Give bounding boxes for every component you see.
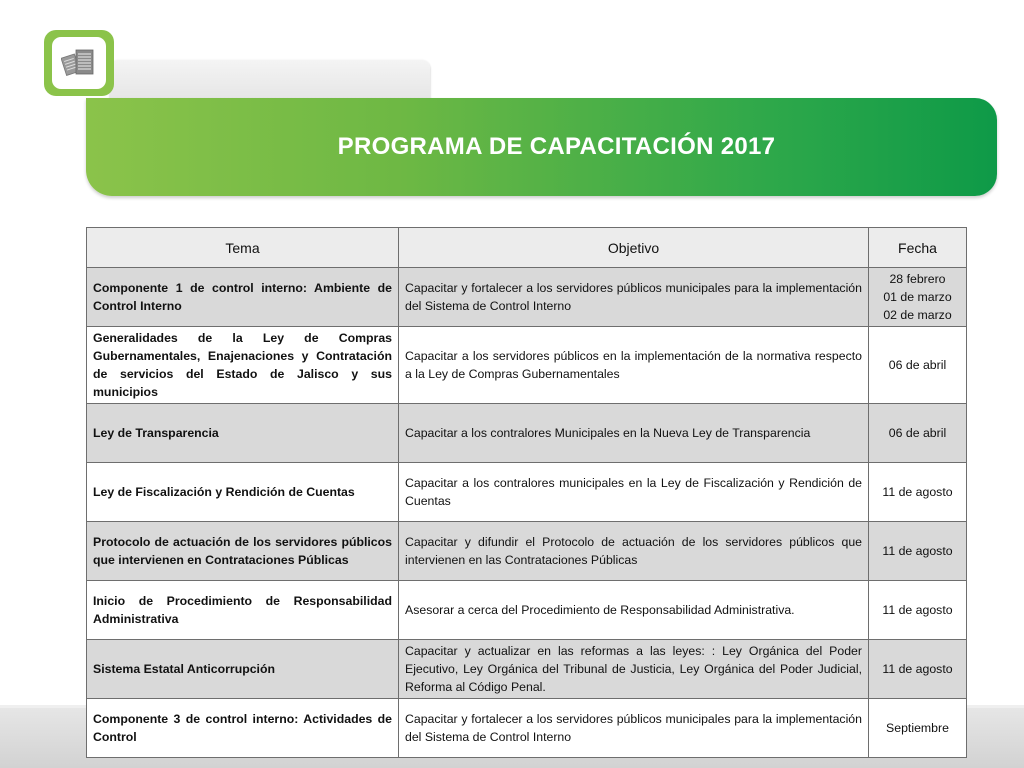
cell-objetivo: Capacitar y actualizar en las reformas a las leyes: : Ley Orgánica del Poder Ejecutivo, Ley Orgánica del Tribunal de Justicia, Ley Orgánica del Poder Judicial, Reforma al Código Penal. <box>399 640 869 699</box>
cell-fecha <box>869 404 967 463</box>
cell-fecha <box>869 463 967 522</box>
cell-tema: Generalidades de la Ley de Compras Gubernamentales, Enajenaciones y Contratación de servicios del Estado de Jalisco y sus municipios <box>87 327 399 404</box>
fecha-date: 01 de marzo <box>883 290 952 304</box>
fecha-date: 06 de abril <box>888 358 947 372</box>
fecha-date: 02 de marzo <box>883 308 952 322</box>
page-title: PROGRAMA DE CAPACITACIÓN 2017 <box>337 133 776 160</box>
cell-objetivo: Capacitar y difundir el Protocolo de actuación de los servidores públicos que intervienen en las Contrataciones Públicas <box>399 522 869 581</box>
table-row <box>87 699 967 758</box>
cell-fecha <box>869 699 967 758</box>
cell-tema: Ley de Transparencia <box>87 404 399 463</box>
cell-tema: Componente 1 de control interno: Ambiente de Control Interno <box>87 268 399 327</box>
training-schedule-table-wrap <box>86 227 966 758</box>
header-fecha: Fecha <box>869 228 967 268</box>
fecha-date: 11 de agosto <box>882 662 953 676</box>
cell-tema: Ley de Fiscalización y Rendición de Cuentas <box>87 463 399 522</box>
fecha-date: 11 de agosto <box>882 544 953 558</box>
cell-objetivo: Asesorar a cerca del Procedimiento de Responsabilidad Administrativa. <box>399 581 869 640</box>
fecha-date: Septiembre <box>886 721 949 735</box>
cell-fecha <box>869 327 967 404</box>
cell-fecha <box>869 268 967 327</box>
cell-objetivo: Capacitar a los servidores públicos en la implementación de la normativa respecto a la Ley de Compras Gubernamentales <box>399 327 869 404</box>
cell-tema: Componente 3 de control interno: Actividades de Control <box>87 699 399 758</box>
table-row <box>87 581 967 640</box>
training-schedule-table <box>86 227 967 758</box>
cell-objetivo: Capacitar a los contralores Municipales en la Nueva Ley de Transparencia <box>399 404 869 463</box>
table-row <box>87 463 967 522</box>
fecha-date: 28 febrero <box>889 272 946 286</box>
table-header-row <box>87 228 967 268</box>
fecha-date: 11 de agosto <box>882 485 953 499</box>
table-row <box>87 268 967 327</box>
header-tema: Tema <box>87 228 399 268</box>
fecha-date: 06 de abril <box>888 426 947 440</box>
header-objetivo: Objetivo <box>399 228 869 268</box>
cell-tema: Sistema Estatal Anticorrupción <box>87 640 399 699</box>
table-row <box>87 404 967 463</box>
table-row <box>87 327 967 404</box>
cell-fecha <box>869 640 967 699</box>
table-row <box>87 522 967 581</box>
fecha-date: 11 de agosto <box>882 603 953 617</box>
cell-objetivo: Capacitar y fortalecer a los servidores públicos municipales para la implementación del Sistema de Control Interno <box>399 268 869 327</box>
cell-fecha <box>869 581 967 640</box>
table-row <box>87 640 967 699</box>
cell-objetivo: Capacitar a los contralores municipales en la Ley de Fiscalización y Rendición de Cuentas <box>399 463 869 522</box>
cell-tema: Protocolo de actuación de los servidores públicos que intervienen en Contrataciones Públicas <box>87 522 399 581</box>
cell-objetivo: Capacitar y fortalecer a los servidores públicos municipales para la implementación del Sistema de Control Interno <box>399 699 869 758</box>
documents-icon <box>52 37 106 89</box>
cell-fecha <box>869 522 967 581</box>
cell-tema: Inicio de Procedimiento de Responsabilidad Administrativa <box>87 581 399 640</box>
